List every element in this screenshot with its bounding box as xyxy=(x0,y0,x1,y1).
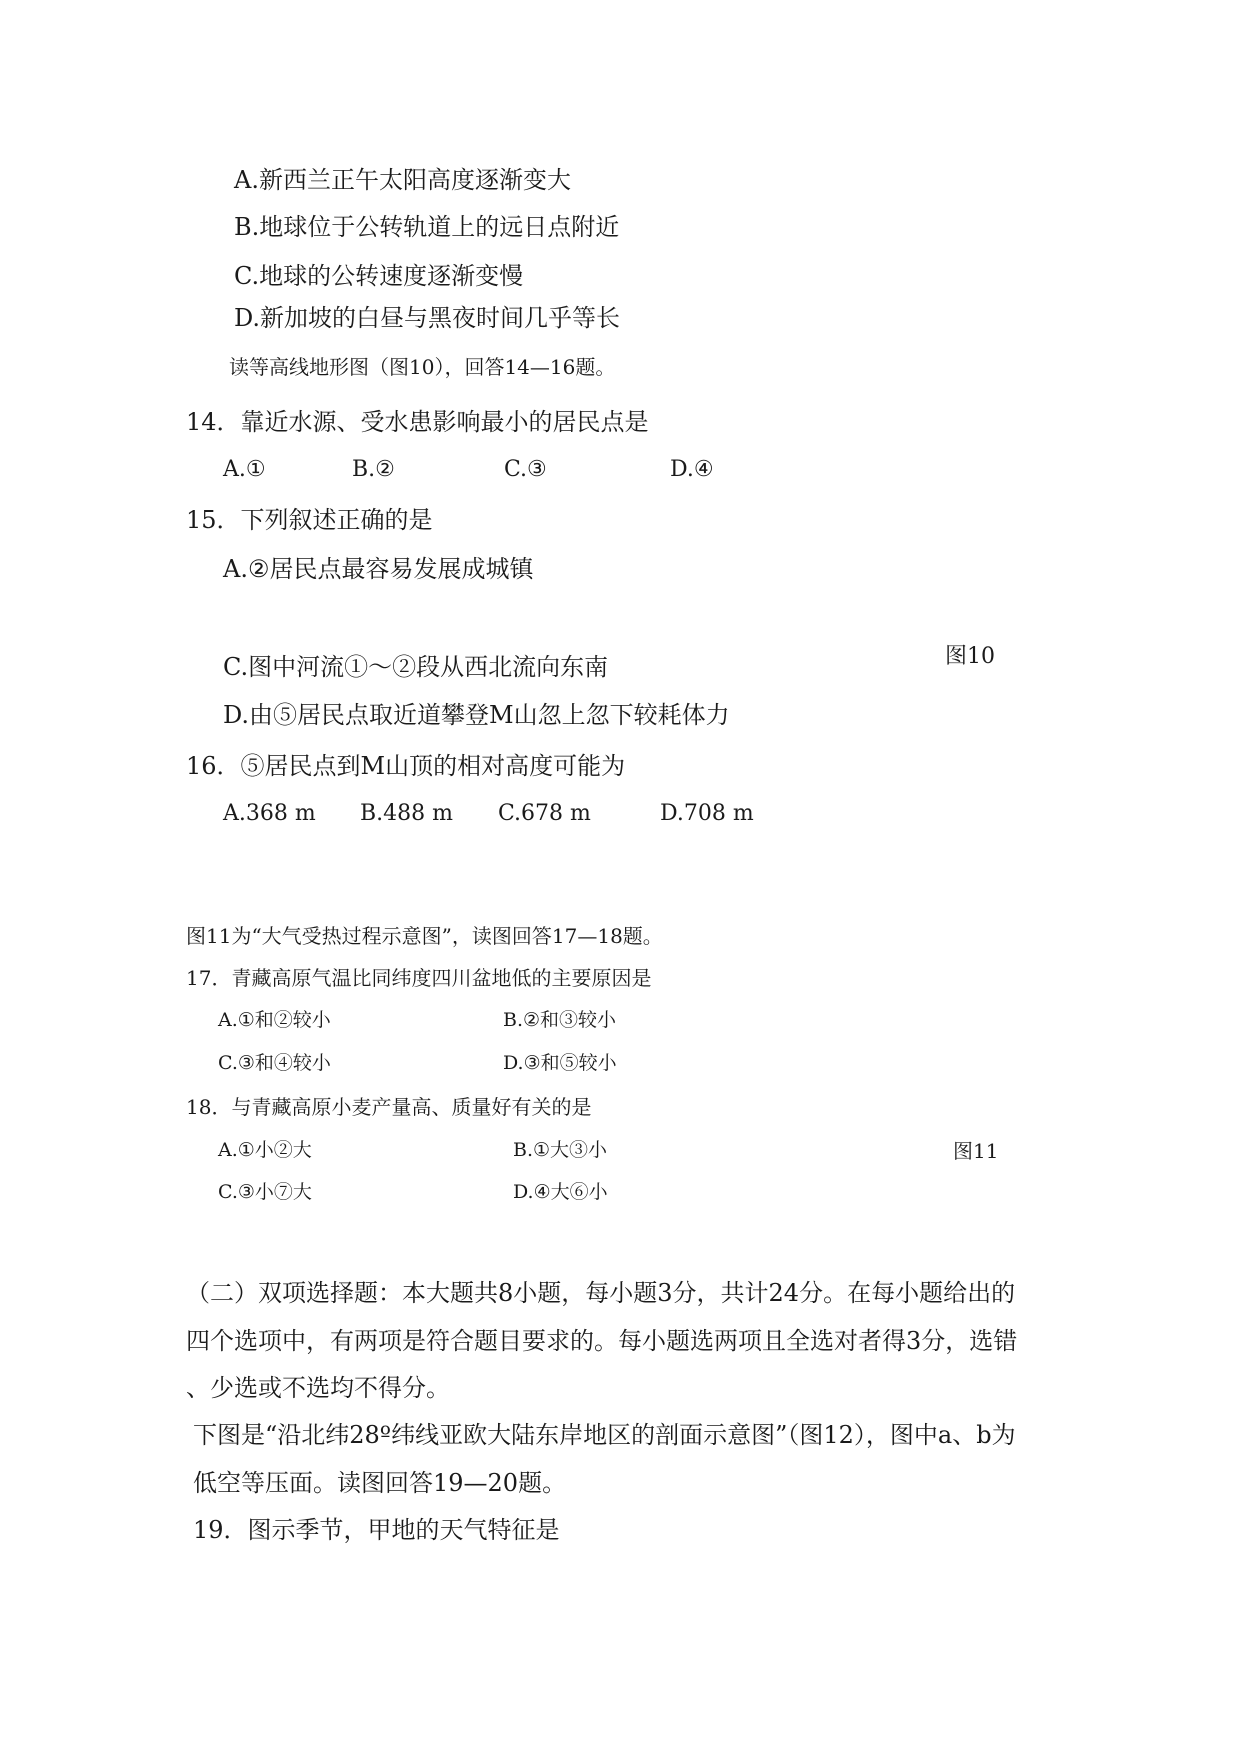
q17-option-a: A.①和②较小 xyxy=(218,1009,331,1031)
fig10-label: 图10 xyxy=(945,644,995,669)
q17-stem: 17．青藏高原气温比同纬度四川盆地低的主要原因是 xyxy=(186,966,652,990)
q18-option-d: D.④大⑥小 xyxy=(513,1181,608,1203)
q13-option-a: A.新西兰正午太阳高度逐渐变大 xyxy=(234,166,571,194)
q19-stem: 19．图示季节，甲地的天气特征是 xyxy=(193,1516,560,1544)
section2-line2: 四个选项中，有两项是符合题目要求的。每小题选两项且全选对者得3分，选错 xyxy=(186,1327,1018,1355)
q18-stem: 18．与青藏高原小麦产量高、质量好有关的是 xyxy=(186,1095,592,1119)
q14-stem: 14．靠近水源、受水患影响最小的居民点是 xyxy=(186,408,649,436)
q14-option-d: D.④ xyxy=(670,457,714,482)
section2-line3: 、少选或不选均不得分。 xyxy=(186,1374,450,1402)
fig12-intro-line2: 低空等压面。读图回答19—20题。 xyxy=(193,1469,567,1497)
fig11-label: 图11 xyxy=(953,1139,999,1163)
q13-option-c: C.地球的公转速度逐渐变慢 xyxy=(234,262,524,290)
q17-option-d: D.③和⑤较小 xyxy=(503,1052,617,1074)
q15-option-a: A.②居民点最容易发展成城镇 xyxy=(223,555,534,583)
q17-option-b: B.②和③较小 xyxy=(503,1009,617,1031)
q18-option-a: A.①小②大 xyxy=(218,1139,312,1161)
q18-option-c: C.③小⑦大 xyxy=(218,1181,312,1203)
q14-option-c: C.③ xyxy=(504,457,547,482)
q14-option-a: A.① xyxy=(223,457,266,482)
q15-option-d: D.由⑤居民点取近道攀登M山忽上忽下较耗体力 xyxy=(223,701,730,729)
q16-option-b: B.488 m xyxy=(360,801,454,826)
fig10-intro: 读等高线地形图（图10），回答14—16题。 xyxy=(229,355,616,379)
q13-option-d: D.新加坡的白昼与黑夜时间几乎等长 xyxy=(234,304,621,332)
q14-option-b: B.② xyxy=(352,457,395,482)
q16-option-a: A.368 m xyxy=(223,801,316,826)
q17-option-c: C.③和④较小 xyxy=(218,1052,331,1074)
q15-option-c: C.图中河流①～②段从西北流向东南 xyxy=(223,653,609,681)
fig11-intro: 图11为“大气受热过程示意图”，读图回答17—18题。 xyxy=(186,924,663,948)
q16-option-c: C.678 m xyxy=(498,801,591,826)
q15-stem: 15．下列叙述正确的是 xyxy=(186,506,433,534)
q16-stem: 16．⑤居民点到M山顶的相对高度可能为 xyxy=(186,752,626,780)
section2-line1: （二）双项选择题：本大题共8小题，每小题3分，共计24分。在每小题给出的 xyxy=(186,1279,1016,1307)
q13-option-b: B.地球位于公转轨道上的远日点附近 xyxy=(234,213,620,241)
q18-option-b: B.①大③小 xyxy=(513,1139,608,1161)
fig12-intro-line1: 下图是“沿北纬28º纬线亚欧大陆东岸地区的剖面示意图”（图12），图中a、b为 xyxy=(193,1421,1016,1449)
q16-option-d: D.708 m xyxy=(660,801,754,826)
